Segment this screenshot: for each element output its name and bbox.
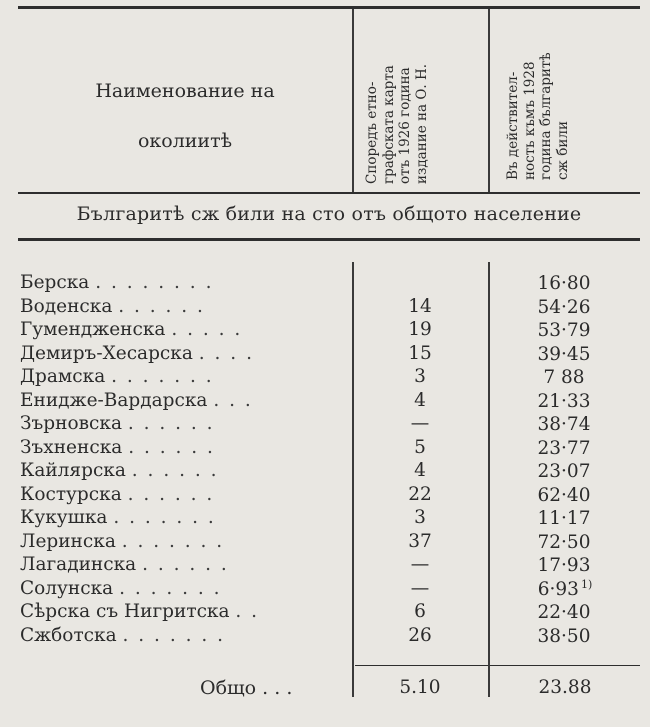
table-row — [0, 413, 650, 435]
row-col2: 21·33 — [537, 390, 591, 412]
row-leader: . . . . . . . — [113, 507, 216, 528]
row-name: Берска . . . . . . . . — [20, 272, 214, 293]
table-row — [0, 272, 650, 294]
row-leader: . . . . . . — [127, 483, 215, 505]
table-row — [0, 296, 650, 318]
row-leader: . . . . . . . — [111, 366, 214, 387]
table-row — [0, 531, 650, 553]
column-divider-2 — [488, 9, 490, 192]
row-col2: 16·80 — [537, 273, 591, 295]
header-col1-text: Споредъ етно- графската карта отъ 1926 година издание на О. Н. — [364, 63, 430, 184]
row-name: Воденска . . . . . . — [20, 295, 205, 317]
row-name: Кайлярска . . . . . . — [20, 460, 219, 481]
row-col2: 11·17 — [537, 508, 591, 530]
row-footnote: 1) — [580, 577, 593, 591]
row-col2: 22·40 — [537, 602, 591, 624]
total-col1: 5.10 — [399, 677, 441, 698]
row-col2: 39·45 — [537, 343, 591, 365]
row-name: Сжботска . . . . . . . — [20, 624, 225, 646]
column-divider-1 — [352, 9, 354, 192]
table-row — [0, 625, 650, 647]
row-col2: 23·77 — [537, 437, 591, 459]
table-row — [0, 366, 650, 388]
row-col1: 19 — [408, 319, 432, 340]
row-leader: . . . . . . — [127, 413, 215, 434]
table-row — [0, 601, 650, 623]
row-leader: . . . . . — [171, 319, 243, 340]
row-col1: — — [410, 577, 430, 599]
row-col2: 53·79 — [537, 320, 591, 342]
table-row — [0, 343, 650, 365]
header-name-line2: околиитѣ — [137, 130, 233, 152]
row-leader: . . . . . . . . — [95, 272, 214, 293]
table-row — [0, 319, 650, 341]
row-col2: 7 88 — [543, 367, 585, 389]
row-name: Демиръ-Хесарска . . . . — [20, 342, 254, 364]
table-row — [0, 578, 650, 600]
total-label: Общо . . . — [200, 677, 293, 699]
table-row — [0, 390, 650, 412]
row-name: Костурска . . . . . . — [20, 483, 215, 505]
row-col1: 26 — [408, 624, 432, 646]
row-col1: 4 — [414, 460, 426, 481]
row-name: Драмска . . . . . . . — [20, 366, 214, 387]
row-name: Сѣрска съ Нигритска . . — [20, 601, 260, 622]
row-leader: . . . . . . — [131, 460, 219, 481]
row-name: Ениджe-Вардарска . . . — [20, 389, 253, 411]
row-name: Лагадинска . . . . . . — [20, 554, 229, 575]
row-col1: 37 — [408, 530, 432, 552]
header-name-line1: Наименование на — [95, 80, 275, 102]
row-leader: . . . . . . . — [119, 577, 222, 599]
row-col2: 23·07 — [537, 461, 591, 483]
row-col2: 54·26 — [537, 296, 591, 318]
header-col2-text: Въ действител- ность къмъ 1928 година българитѣ сж били — [505, 52, 571, 180]
row-leader: . . . . . . — [128, 436, 215, 458]
row-col2: 38·50 — [537, 625, 591, 647]
row-col1: — — [410, 554, 430, 575]
row-name: Зъхненска . . . . . . — [20, 436, 215, 458]
caption-rule — [18, 238, 640, 241]
row-leader: . . . — [213, 389, 253, 411]
top-rule — [18, 6, 640, 9]
row-col2: 62·40 — [537, 484, 591, 506]
row-leader: . . . . . . . — [122, 624, 225, 646]
row-leader: . . . . . . . — [121, 530, 225, 552]
row-leader: . . . . . . — [142, 554, 229, 575]
row-col1: 6 — [414, 601, 426, 622]
header-name-cell — [40, 66, 330, 166]
row-name: Леринска . . . . . . . — [20, 530, 225, 552]
row-col1: 3 — [414, 507, 426, 528]
row-col1: — — [410, 413, 430, 434]
total-rule — [355, 665, 640, 666]
total-row — [0, 677, 650, 699]
table-row — [0, 484, 650, 506]
row-name: Гумендженска . . . . . — [20, 319, 243, 340]
row-leader: . . . . — [198, 342, 254, 364]
row-col1: 5 — [414, 436, 426, 458]
table-caption: Българитѣ сж били на сто отъ общото население — [76, 203, 582, 225]
table-row — [0, 437, 650, 459]
row-name: Зърновска . . . . . . — [20, 413, 215, 434]
total-col2: 23.88 — [538, 677, 592, 698]
row-name: Кукушка . . . . . . . — [20, 507, 216, 528]
row-col1: 15 — [408, 342, 432, 364]
row-col1: 4 — [414, 389, 426, 411]
row-col1: 22 — [408, 483, 432, 505]
table-row — [0, 507, 650, 529]
row-col2: 17·93 — [537, 555, 591, 577]
row-col2: 6·93 $^{1)}$ — [537, 577, 593, 600]
row-name: Солунска . . . . . . . — [20, 577, 222, 599]
row-leader: . . . . . . — [118, 295, 205, 317]
header-rule — [18, 192, 640, 194]
table-row — [0, 554, 650, 576]
row-col2: 38·74 — [537, 414, 591, 436]
row-col1: 14 — [408, 295, 432, 317]
row-leader: . . — [235, 601, 260, 622]
row-col2: 72·50 — [537, 531, 591, 553]
table-row — [0, 460, 650, 482]
row-col1: 3 — [414, 366, 426, 387]
